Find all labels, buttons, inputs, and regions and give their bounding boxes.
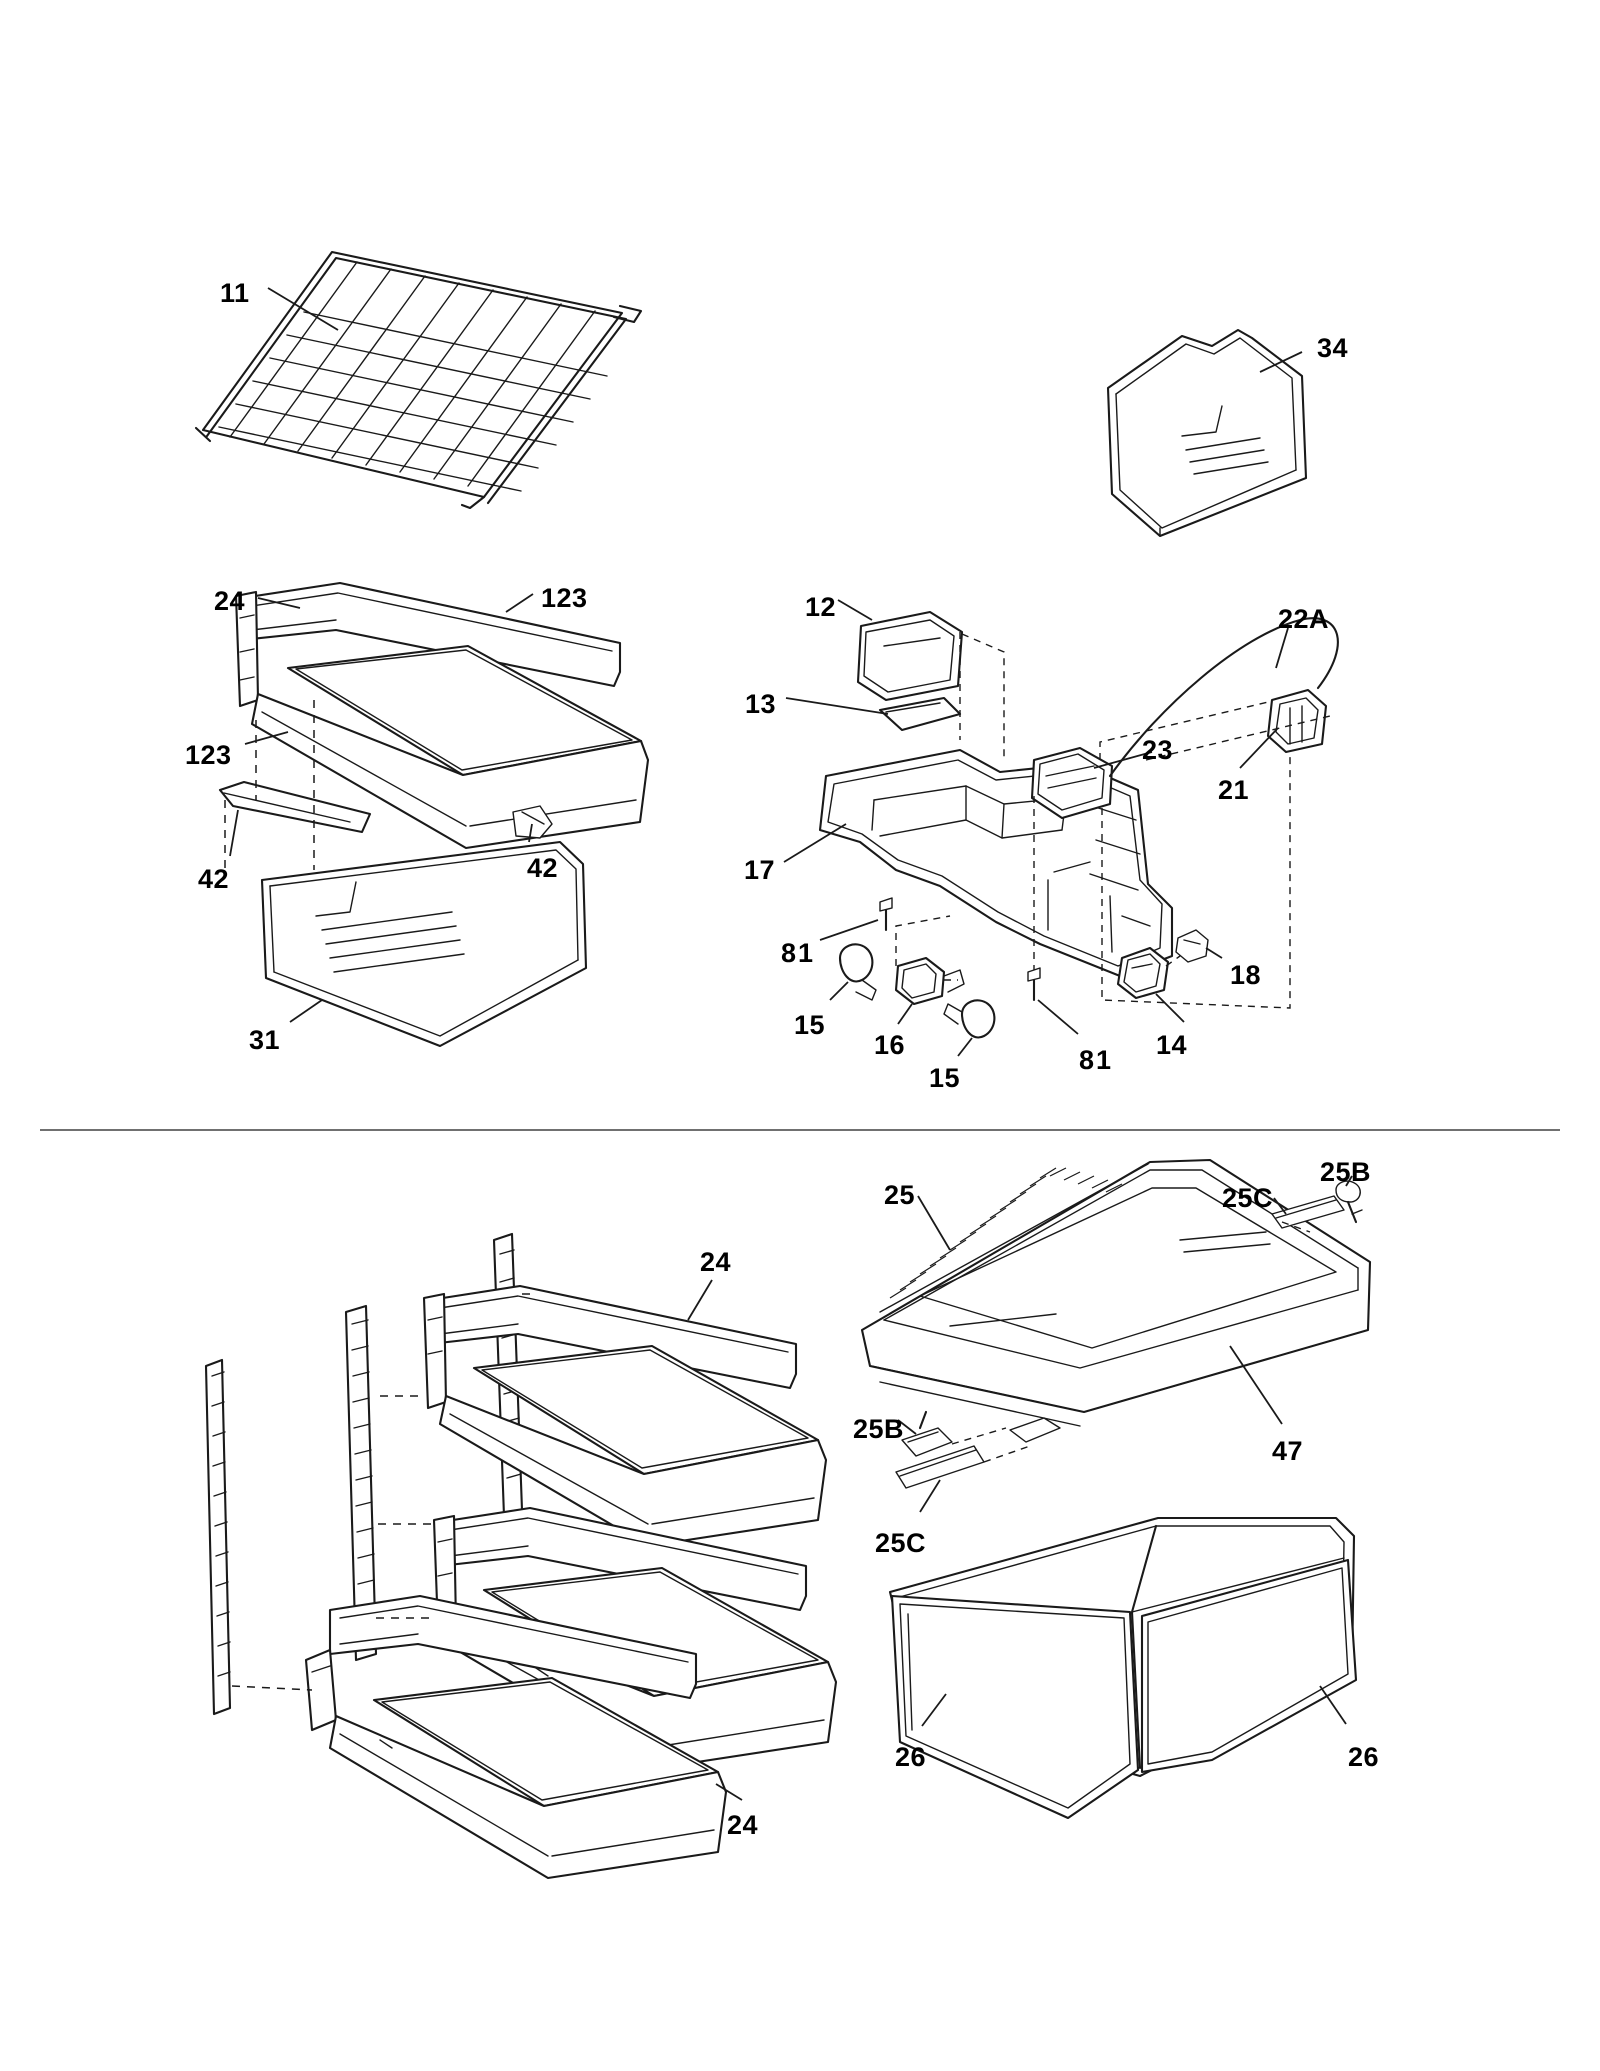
callout-26-left: 26 xyxy=(895,1742,927,1772)
callout-42-right: 42 xyxy=(527,853,559,883)
callout-25: 25 xyxy=(884,1180,916,1210)
callout-24-low: 24 xyxy=(727,1810,759,1840)
callout-14: 14 xyxy=(1156,1030,1188,1060)
callout-123-upper: 123 xyxy=(541,583,588,613)
callout-81-upper: 81 xyxy=(781,938,816,968)
callout-23: 23 xyxy=(1142,735,1174,765)
door-bin-group xyxy=(1108,330,1306,536)
callout-26-right: 26 xyxy=(1348,1742,1380,1772)
callout-15-lower: 15 xyxy=(929,1063,961,1093)
callout-11: 11 xyxy=(220,278,250,308)
callout-25b-right: 25B xyxy=(1320,1157,1372,1187)
crisper-cover-group xyxy=(862,1160,1370,1818)
callout-21: 21 xyxy=(1218,775,1250,805)
callout-25c-right: 25C xyxy=(1222,1183,1274,1213)
callout-24-upper: 24 xyxy=(214,586,246,616)
callout-123-lower: 123 xyxy=(185,740,232,770)
callout-22a: 22A xyxy=(1278,604,1330,634)
callout-16: 16 xyxy=(874,1030,906,1060)
callout-81-lower: 81 xyxy=(1079,1045,1114,1075)
wire-shelf-group xyxy=(196,252,641,508)
callout-31: 31 xyxy=(249,1025,281,1055)
callout-24-mid: 24 xyxy=(700,1247,732,1277)
callout-18: 18 xyxy=(1230,960,1262,990)
callout-12: 12 xyxy=(805,592,837,622)
shelf-support-group xyxy=(206,1234,836,1878)
callout-25b-left: 25B xyxy=(853,1414,905,1444)
callout-13: 13 xyxy=(745,689,777,719)
upper-shelf-group xyxy=(220,583,648,1046)
callout-15-left: 15 xyxy=(794,1010,826,1040)
callout-34: 34 xyxy=(1317,333,1349,363)
callout-17: 17 xyxy=(744,855,776,885)
callout-47: 47 xyxy=(1272,1436,1304,1466)
callout-42-left: 42 xyxy=(198,864,230,894)
callout-25c-left: 25C xyxy=(875,1528,927,1558)
